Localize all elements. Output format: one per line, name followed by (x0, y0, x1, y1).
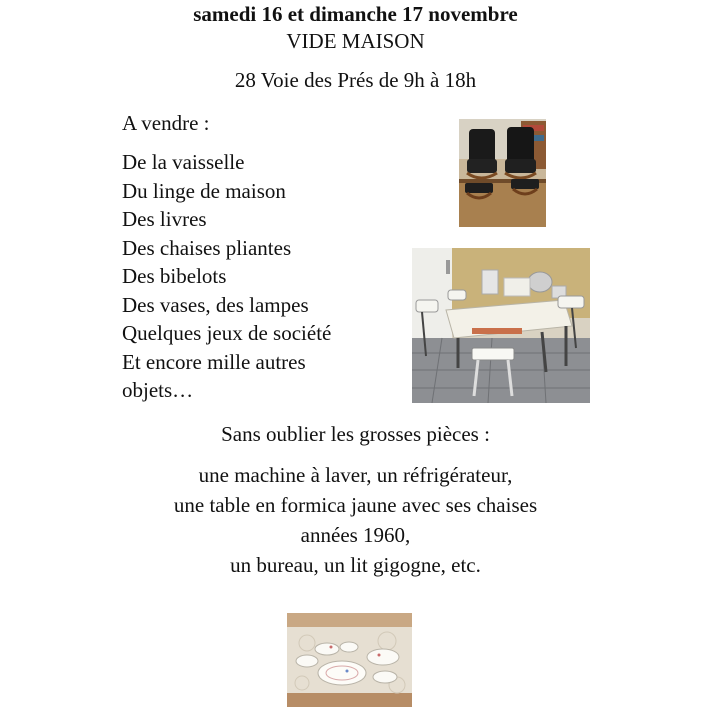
list-item: Des vases, des lampes (122, 292, 309, 317)
tableware-photo (287, 613, 412, 707)
big-item-line: une machine à laver, un réfrigérateur, (198, 463, 513, 487)
event-date: samedi 16 et dimanche 17 novembre (193, 2, 518, 26)
list-item: objets… (122, 378, 194, 402)
list-item: Des livres (122, 207, 207, 231)
list-item: Des chaises pliantes (122, 235, 292, 260)
list-item: Quelques jeux de société (122, 321, 332, 345)
event-address: 28 Voie des Prés de 9h à 18h (234, 68, 477, 92)
big-item-line: un bureau, un lit gigogne, etc. (230, 553, 481, 577)
for-sale-list (122, 148, 331, 405)
list-item: Des bibelots (122, 264, 227, 288)
event-title: VIDE MAISON (286, 29, 425, 53)
table-chairs-photo (412, 248, 590, 403)
list-item: De la vaisselle (122, 150, 245, 174)
big-items-list (0, 460, 711, 580)
armchairs-photo (459, 119, 546, 227)
big-item-line: années 1960, (300, 523, 411, 547)
for-sale-intro: A vendre : (122, 111, 210, 135)
list-item: Et encore mille autres (122, 349, 306, 374)
list-item: Du linge de maison (122, 178, 286, 203)
big-item-line: une table en formica jaune avec ses chaises (173, 493, 538, 517)
big-items-heading: Sans oublier les grosses pièces : (221, 422, 490, 446)
